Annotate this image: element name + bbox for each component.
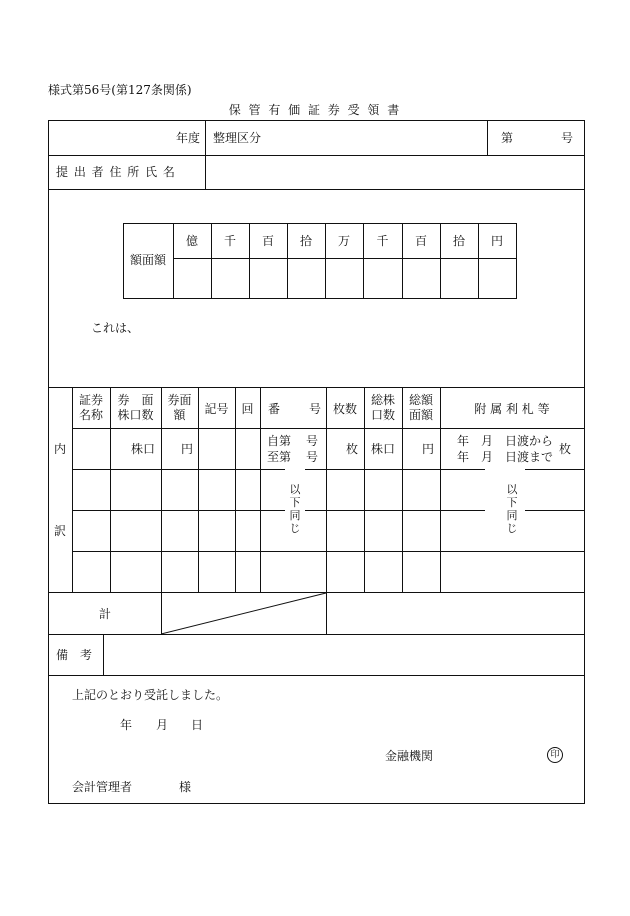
remarks-label: 備 考 [56, 648, 93, 662]
rule [72, 469, 285, 470]
date-day-label: 日 [191, 718, 204, 732]
total-diagonal [161, 592, 327, 635]
rule [440, 387, 441, 593]
side-label-uchi: 内 [54, 442, 67, 456]
row1-coupon-to: 日渡まで [505, 450, 554, 464]
header-shares: 株口数 [117, 408, 154, 422]
receipt-statement: 上記のとおり受託しました。 [72, 688, 229, 702]
row1-coupon-from: 日渡から [505, 434, 554, 448]
amount-unit: 万 [337, 234, 350, 248]
amount-digit-field[interactable] [288, 262, 324, 294]
institution-label: 金融機関 [385, 749, 434, 763]
rule [103, 634, 104, 676]
amount-unit: 千 [376, 234, 389, 248]
amount-label: 額面額 [130, 253, 167, 267]
row1-coupon-year: 年 [457, 450, 470, 464]
row1-to-dai: 至第 [267, 450, 292, 464]
header-count: 枚数 [332, 402, 357, 416]
header-coupon: 附 属 利 札 等 [474, 402, 550, 416]
rule [305, 510, 485, 511]
header-total-face: 面額 [408, 408, 433, 422]
rule [173, 258, 517, 259]
rule [305, 469, 485, 470]
row1-from-dai: 自第 [267, 434, 292, 448]
seal-icon: 印 [547, 747, 563, 763]
rule [72, 428, 585, 429]
row1-count-unit: 枚 [346, 442, 359, 456]
submitter-label: 提 出 者 住 所 氏 名 [56, 165, 176, 179]
header-number-ban: 番 [268, 402, 281, 416]
submitter-field[interactable] [213, 165, 578, 181]
form-title: 保 管 有 価 証 券 受 領 書 [228, 103, 402, 117]
header-total-shares: 総株 [370, 393, 395, 407]
rule [72, 551, 585, 552]
rule [198, 387, 199, 593]
sama-label: 様 [179, 780, 192, 794]
year-label: 年度 [176, 131, 201, 145]
form-number: 様式第56号(第127条関係) [48, 83, 192, 97]
header-mark: 記号 [204, 402, 229, 416]
total-label: 計 [99, 607, 112, 621]
header-total-shares: 口数 [370, 408, 395, 422]
rule [48, 387, 585, 388]
row1-from-go: 号 [306, 434, 319, 448]
amount-digit-field[interactable] [441, 262, 477, 294]
row1-total-face-unit: 円 [422, 442, 435, 456]
date-month-label: 月 [156, 718, 169, 732]
dai-label: 第 [501, 131, 514, 145]
amount-unit: 千 [223, 234, 236, 248]
amount-digit-field[interactable] [212, 262, 248, 294]
rule [487, 120, 488, 155]
frame-left [48, 120, 49, 804]
header-number-go: 号 [309, 402, 322, 416]
rule [516, 223, 517, 299]
rule [72, 510, 285, 511]
header-face: 券面 [167, 393, 192, 407]
row1-coupon-unit: 枚 [559, 442, 572, 456]
amount-digit-field[interactable] [403, 262, 439, 294]
amount-unit: 円 [490, 234, 503, 248]
rule [48, 189, 585, 190]
frame-right [584, 120, 585, 804]
header-name: 証券 [78, 393, 103, 407]
frame-top [48, 120, 585, 121]
header-total-face: 総額 [408, 393, 433, 407]
header-shares: 券 面 [117, 393, 154, 407]
row1-total-shares-unit: 株口 [371, 442, 396, 456]
header-name: 名称 [78, 408, 103, 422]
amount-digit-field[interactable] [250, 262, 286, 294]
amount-unit: 拾 [299, 234, 312, 248]
rule [123, 298, 517, 299]
row1-coupon-year: 年 [457, 434, 470, 448]
frame-bottom [48, 803, 585, 804]
rule [235, 387, 236, 593]
go-label: 号 [561, 131, 574, 145]
rule [525, 469, 585, 470]
rule [48, 675, 585, 676]
rule [123, 223, 517, 224]
rule [260, 387, 261, 593]
rule [525, 510, 585, 511]
header-kai: 回 [241, 402, 254, 416]
amount-unit: 百 [414, 234, 427, 248]
rule [48, 155, 585, 156]
row1-coupon-month: 月 [481, 450, 494, 464]
category-label[interactable]: 整理区分 [213, 131, 262, 145]
amount-digit-field[interactable] [174, 262, 210, 294]
header-face: 額 [173, 408, 186, 422]
date-year-label: 年 [120, 718, 133, 732]
row1-face-unit: 円 [181, 442, 194, 456]
amount-digit-field[interactable] [364, 262, 401, 294]
amount-digit-field[interactable] [326, 262, 362, 294]
addressee-label: 会計管理者 [72, 780, 133, 794]
rule [205, 120, 206, 189]
amount-unit: 百 [261, 234, 274, 248]
amount-unit: 拾 [452, 234, 465, 248]
amount-unit: 億 [185, 234, 198, 248]
row1-coupon-month: 月 [481, 434, 494, 448]
amount-digit-field[interactable] [479, 262, 515, 294]
side-label-wake: 訳 [54, 524, 67, 538]
same-below-coupon: 以下同じ [506, 483, 518, 535]
rule [123, 223, 124, 299]
same-below-number: 以下同じ [289, 483, 301, 535]
kore-wa-text: これは、 [91, 321, 140, 335]
row1-shares-unit: 株口 [131, 442, 156, 456]
row1-to-go: 号 [306, 450, 319, 464]
